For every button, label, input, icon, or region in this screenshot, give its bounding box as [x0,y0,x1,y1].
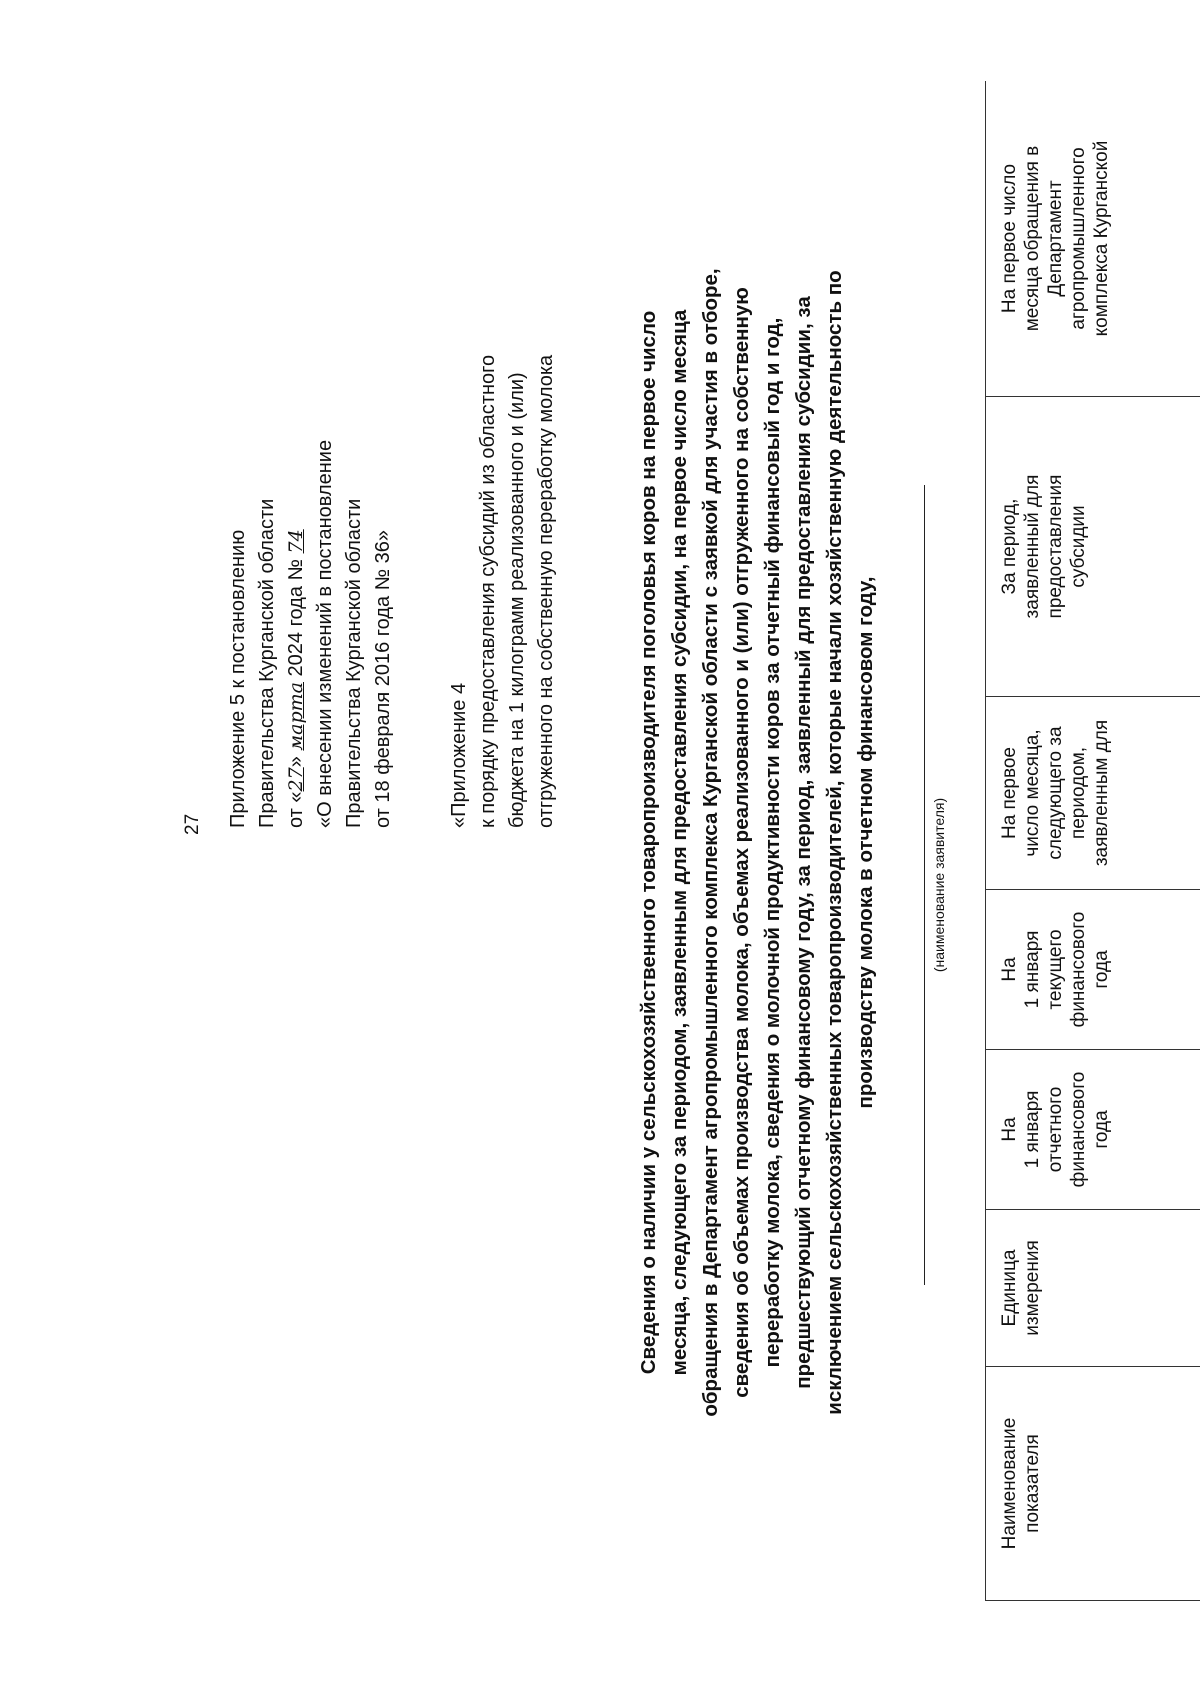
header-first-day-application-month [986,81,1200,397]
header-text: периодом, [1068,746,1089,840]
header-text: 1 января [1022,1090,1043,1169]
header-text: текущего [1045,929,1066,1010]
header-text: Департамент [1045,180,1066,297]
header-text: субсидии [1068,505,1089,588]
page-number: 27 [182,813,203,835]
annex-line: к порядку предоставления субсидий из областного [477,354,499,828]
heading-line: производству молока в отчетном финансовом году, [854,576,877,1109]
handwritten-month: марта [285,682,307,751]
header-claimed-period [986,397,1200,697]
heading-line: обращения в Департамент агропромышленного комплекса Курганской области с заявкой для участия в отборе, [699,268,722,1417]
header-jan1-current-year [986,890,1200,1050]
appendix-date-line [282,108,311,828]
header-jan1-reporting-year [986,1050,1200,1210]
header-text: Единица [999,1249,1020,1327]
annex-line: бюджета на 1 килограмм реализованного и (или) [506,372,528,828]
header-text: года [1091,950,1112,989]
applicant-name-field [924,485,947,1285]
appendix-line: Правительства Курганской области [343,498,365,828]
header-text: отчетного [1045,1086,1066,1173]
header-text: показателя [1022,1434,1043,1533]
heading-line: Сведения о наличии у сельскохозяйственного товаропроизводителя поголовья коров на первое число [637,310,660,1375]
appendix-line: от 18 февраля 2016 года № 36» [372,529,394,828]
indicators-table [985,81,1200,1601]
header-first-day-next-month [986,697,1200,890]
header-text: финансового [1068,1071,1089,1188]
appendix-line: Приложение 5 к постановлению [227,529,249,828]
header-text: комплекса Курганской [1091,140,1112,337]
header-text: предоставления [1045,474,1066,619]
header-text: заявленный для [1022,474,1043,619]
header-text: следующего за [1045,726,1066,860]
annex-4-header [445,68,561,828]
document-heading [633,110,881,1575]
header-indicator-name [986,1367,1200,1601]
header-text: агропромышленного [1068,147,1089,330]
appendix-header [224,108,398,828]
header-text: месяца обращения в [1022,145,1043,332]
date-year: 2024 года № [285,559,307,677]
applicant-underline [924,485,925,1285]
date-prefix: от « [285,791,307,828]
date-mid: » [285,756,307,768]
heading-line: переработку молока, сведения о молочной продуктивности коров за отчетный финансовый год и год, [761,317,784,1368]
header-unit [986,1210,1200,1367]
handwritten-day: 27 [285,767,307,792]
annex-line: отгруженного на собственную переработку молока [535,354,557,828]
header-text: На первое [999,747,1020,840]
appendix-line: «О внесении изменений в постановление [314,439,336,828]
annex-line: «Приложение 4 [448,682,470,828]
header-text: На первое число [999,163,1020,314]
header-text: Наименование [999,1417,1020,1550]
table-header-row [986,81,1200,1601]
header-text: 1 января [1022,930,1043,1009]
appendix-line: Правительства Курганской области [256,498,278,828]
header-text: На [999,957,1020,982]
heading-line: сведения об объемах производства молока, объемах реализованного и (или) отгруженного на собственную [730,287,753,1398]
heading-line: месяца, следующего за периодом, заявленным для предоставления субсидии, на первое число месяца [668,309,691,1376]
header-text: измерения [1022,1240,1043,1336]
header-text: На [999,1117,1020,1142]
heading-line: предшествующий отчетному финансовому году, за период, заявленный для предоставления субсидии, за [792,296,815,1389]
header-text: года [1091,1110,1112,1149]
header-text: число месяца, [1022,729,1043,857]
header-text: заявленным для [1091,719,1112,867]
header-text: За период, [999,498,1020,595]
handwritten-number: 74 [285,529,307,554]
header-text: финансового [1068,911,1089,1028]
applicant-caption: (наименование заявителя) [931,797,947,973]
heading-line: исключением сельскохозяйственных товаропроизводителей, которые начали хозяйственную деятельность по [823,270,846,1415]
